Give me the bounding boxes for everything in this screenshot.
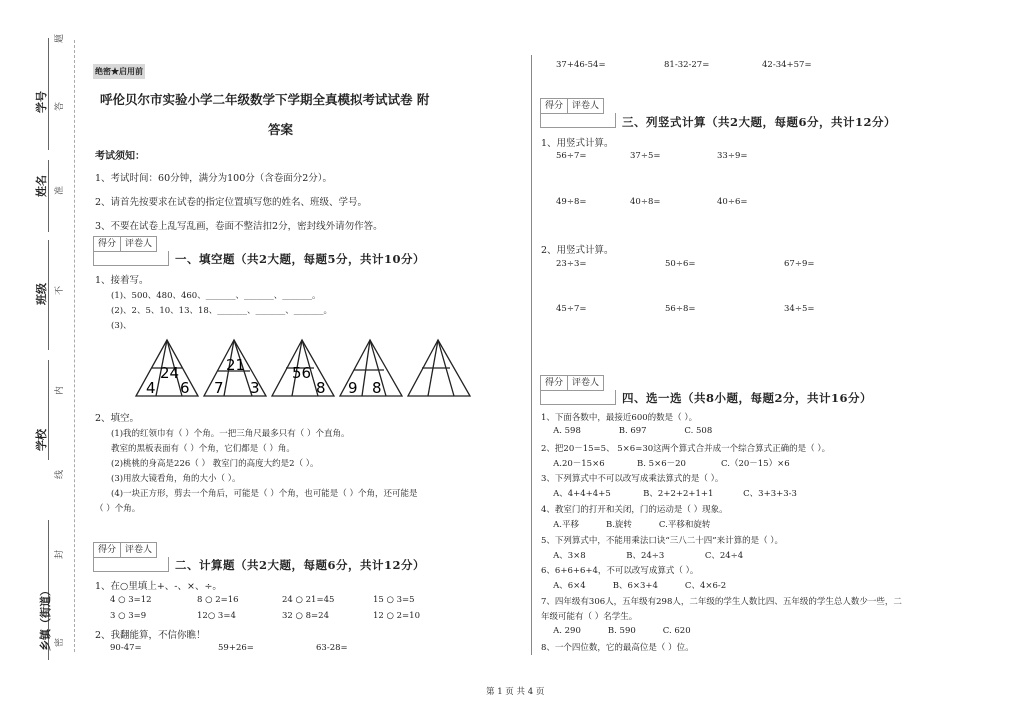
choice-line: A.平移 B.旋转 C.平移和旋转 [545,520,711,530]
section-title-calculation: 二、计算题（共2大题，每题6分，共计12分） [175,558,426,572]
instruction-item: 2、请首先按要求在试卷的指定位置填写您的姓名、班级、学号。 [95,197,368,208]
equation: 23÷3= [556,259,587,269]
equation: 63-28= [316,643,348,653]
question-line: 教室的黑板表面有（ ）个角，它们都是（ ）角。 [111,444,295,454]
triangle-2-left: 7 [214,379,224,397]
question-label: 1、接着写。 [95,275,149,286]
question-line: (1)、500、480、460、_______、_______、_______。 [111,291,321,301]
score-box [93,542,157,558]
column-divider [531,55,532,655]
equation: 90-47= [110,643,142,653]
field-label-township: 乡镇（街道） [39,585,52,651]
triangle-1-right: 6 [180,379,190,397]
seal-char: 题 [55,33,66,44]
page-title-suffix: 答案 [268,122,294,137]
score-label: 得分 [545,101,564,111]
grader-label: 评卷人 [120,237,156,251]
page-number: 第 1 页 共 4 页 [486,687,545,697]
triangle-2-right: 3 [250,379,260,397]
instruction-item: 3、不要在试卷上乱写乱画，卷面不整洁扣2分，密封线外请勿作答。 [95,221,383,232]
choice-line: 年级可能有（ ）名学生。 [541,612,638,622]
equation: 40÷6= [717,197,748,207]
triangle-4-right: 8 [372,379,382,397]
equation: 37÷5= [630,151,661,161]
field-label-school: 学校 [35,429,48,451]
question-line: （ ）个角。 [95,504,141,514]
section-title-fill-blank: 一、填空题（共2大题，每题5分，共计10分） [175,252,426,266]
seal-char: 答 [55,101,66,112]
question-label: 1、在○里填上+、-、×、÷。 [95,581,222,592]
score-box [93,236,157,252]
field-label-class: 班级 [35,283,48,305]
score-box [540,375,604,391]
question-line: (2)桃桃的身高是226（ ） 教室门的高度大约是2（ ）。 [111,459,319,469]
triangle-1-left: 4 [146,379,156,397]
triangle-2-top: 21 [226,356,246,374]
seal-char: 密 [55,637,66,648]
triangle-3-top: 56 [292,364,312,382]
equation: 37+46-54= [556,60,606,70]
choice-line: 6、6+6+6+4，不可以改写成算式（ ）。 [541,566,699,576]
equation: 34÷5= [784,304,815,314]
field-label-student-id: 学号 [35,91,48,113]
question-label: 2、我翻能算，不信你瞧！ [95,630,206,641]
equation: 8 ○ 2=16 [197,595,239,605]
triangle-puzzle-figure [134,338,474,400]
question-line: (1)我的红领巾有（ ）个角。一把三角尺最多只有（ ）个直角。 [111,429,350,439]
score-box-blank [93,251,169,266]
grader-label: 评卷人 [120,543,156,557]
equation: 59+26= [218,643,254,653]
score-label: 得分 [545,378,564,388]
question-label: 1、用竖式计算。 [541,138,614,149]
seal-char: 内 [55,385,66,396]
triangle-3-right: 8 [316,379,326,397]
choice-line: A.20－15×6 B. 5×6－20 C.（20－15）×6 [545,459,790,469]
secret-tag: 绝密★启用前 [93,64,145,79]
choice-line: 7、四年级有306人，五年级有298人，二年级的学生人数比四、五年级的学生总人数少一些，二 [541,597,902,607]
seal-char: 封 [55,549,66,560]
triangle-5 [408,340,470,396]
equation: 15 ○ 3=5 [373,595,415,605]
equation: 33÷9= [717,151,748,161]
section-title-vertical-calc: 三、列竖式计算（共2大题，每题6分，共计12分） [622,115,897,129]
seal-char: 不 [55,285,66,296]
question-line: (3)、 [111,321,132,331]
equation: 67÷9= [784,259,815,269]
equation: 49÷8= [556,197,587,207]
equation: 45÷7= [556,304,587,314]
equation: 4 ○ 3=12 [110,595,152,605]
equation: 40÷8= [630,197,661,207]
choice-line: A、4+4+4+5 B、2+2+2+1+1 C、3+3+3-3 [545,489,797,499]
score-box-blank [540,113,616,128]
equation: 12○ 3=4 [197,611,236,621]
equation: 42-34+57= [762,60,812,70]
equation: 24 ○ 21=45 [282,595,335,605]
instructions-heading: 考试须知： [95,151,145,162]
score-box-blank [540,390,616,405]
choice-line: 4、教室门的打开和关闭，门的运动是（ ）现象。 [541,505,728,515]
triangle-4-left: 9 [348,379,358,397]
grader-label: 评卷人 [567,376,603,390]
seal-line [74,40,75,652]
choice-line: A、6×4 B、6×3+4 C、4×6-2 [545,581,727,591]
choice-line: 2、把20－15=5、 5×6=30这两个算式合并成一个综合算式正确的是（ ）。 [541,444,831,454]
triangle-1-top: 24 [160,364,180,382]
choice-line: A、3×8 B、24÷3 C、24÷4 [545,551,744,561]
grader-label: 评卷人 [567,99,603,113]
page-title: 呼伦贝尔市实验小学二年级数学下学期全真模拟考试试卷 附 [100,92,430,107]
choice-line: 3、下列算式中不可以改写成乘法算式的是（ ）。 [541,474,724,484]
question-label: 2、填空。 [95,413,140,424]
equation: 12 ○ 2=10 [373,611,420,621]
equation: 81-32-27= [664,60,710,70]
choice-line: A. 290 B. 590 C. 620 [545,626,691,636]
choice-line: A. 598 B. 697 C. 508 [545,426,713,436]
choice-line: 1、下面各数中，最接近600的数是（ ）。 [541,413,698,423]
instruction-item: 1、考试时间：60分钟，满分为100分（含卷面分2分）。 [95,173,333,184]
choice-line: 5、下列算式中，不能用乘法口诀“三八二十四”来计算的是（ ）。 [541,536,784,546]
equation: 56÷7= [556,151,587,161]
score-label: 得分 [98,545,117,555]
seal-char: 线 [55,469,66,480]
seal-char: 准 [55,185,66,196]
equation: 3 ○ 3=9 [110,611,147,621]
score-label: 得分 [98,239,117,249]
question-line: (2)、2、5、10、13、18、_______、_______、_______。 [111,306,333,316]
equation: 32 ○ 8=24 [282,611,329,621]
choice-line: 8、一个四位数，它的最高位是（ ）位。 [541,643,694,653]
equation: 50÷6= [665,259,696,269]
score-box-blank [93,557,169,572]
score-box [540,98,604,114]
question-line: (4)一块正方形，剪去一个角后，可能是（ ）个角，也可能是（ ）个角，还可能是 [111,489,418,499]
question-line: (3)用放大镜看角，角的大小（ ）。 [111,474,241,484]
field-label-name: 姓名 [35,175,48,197]
equation: 56÷8= [665,304,696,314]
question-label: 2、用竖式计算。 [541,245,614,256]
section-title-multiple-choice: 四、选一选（共8小题，每题2分，共计16分） [622,391,873,405]
